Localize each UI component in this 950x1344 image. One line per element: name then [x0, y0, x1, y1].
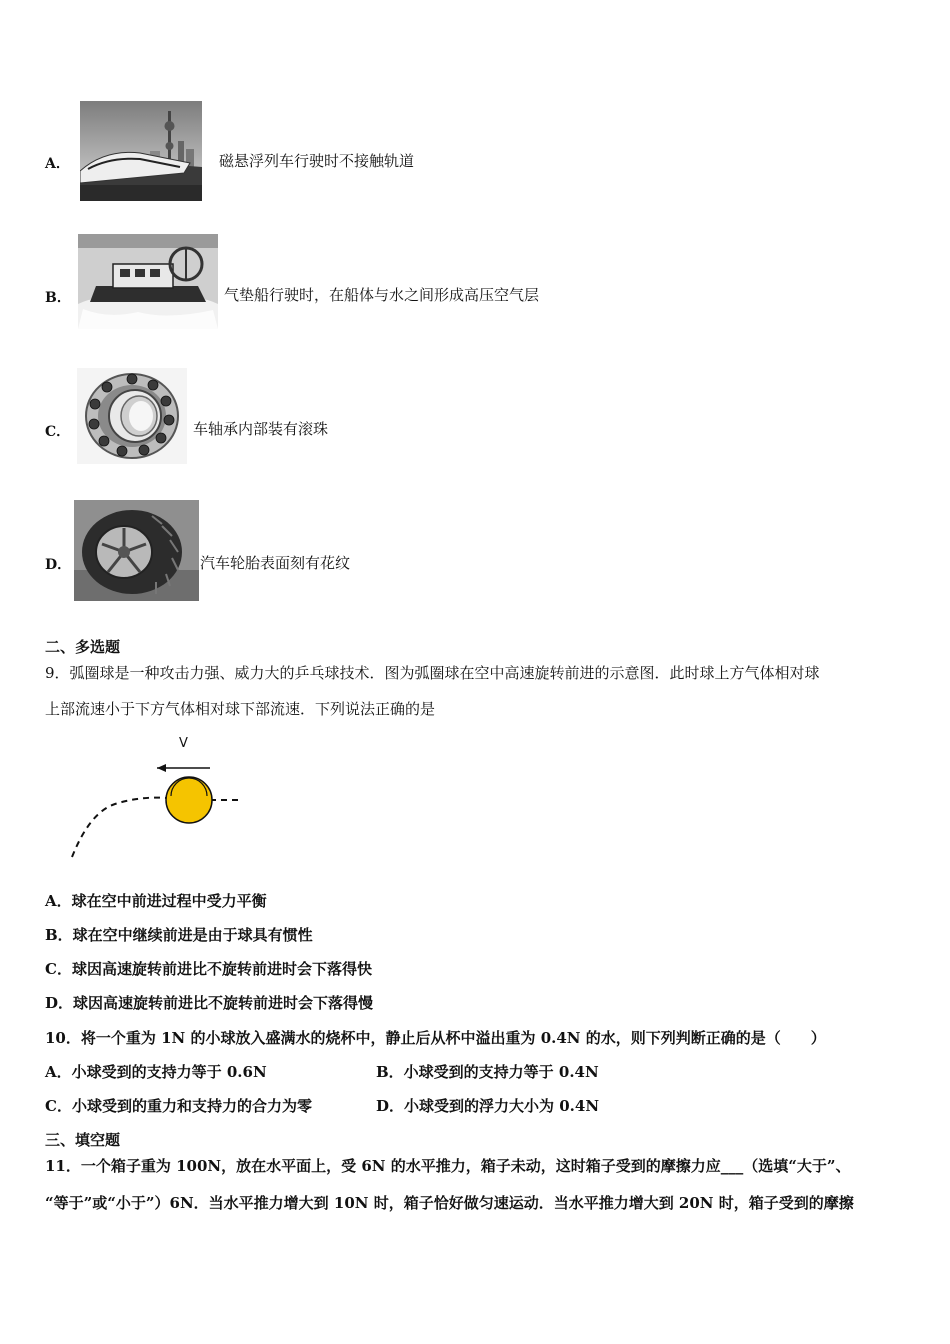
q10-option-c: C．小球受到的重力和支持力的合力为零: [45, 1097, 312, 1115]
q10-option-d: D．小球受到的浮力大小为 0.4N: [376, 1097, 600, 1115]
q9-option-c: C．球因高速旋转前进比不旋转前进时会下落得快: [45, 960, 372, 978]
option-d-letter: D．: [45, 557, 72, 573]
q9-option-a: A．球在空中前进过程中受力平衡: [45, 892, 267, 910]
tire-tread-image: [74, 500, 199, 601]
q9-stem-line1: 9．弧圈球是一种攻击力强、威力大的乒乓球技术．图为弧圈球在空中高速旋转前进的示意图．此时球上方气体相对球: [45, 664, 820, 682]
q10-option-b: B．小球受到的支持力等于 0.4N: [376, 1063, 599, 1081]
section-heading-multiple-choice: 二、多选题: [45, 638, 121, 656]
q11-line2: “等于”或“小于”）6N．当水平推力增大到 10N 时，箱子恰好做匀速运动．当水平推力增大到 20N 时，箱子受到的摩擦: [45, 1194, 854, 1212]
hovercraft-image: [78, 234, 218, 329]
q9-stem-line2: 上部流速小于下方气体相对球下部流速．下列说法正确的是: [45, 700, 436, 718]
q11-line1: 11．一个箱子重为 100N，放在水平面上，受 6N 的水平推力，箱子未动，这时箱子受到的摩擦力应___（选填“大于”、: [45, 1157, 851, 1175]
option-c-letter: C．: [45, 424, 71, 440]
q10-stem: 10．将一个重为 1N 的小球放入盛满水的烧杯中，静止后从杯中溢出重为 0.4N 的水，则下列判断正确的是（ ）: [45, 1029, 826, 1047]
q9-option-d: D．球因高速旋转前进比不旋转前进时会下落得慢: [45, 994, 374, 1012]
section-heading-fill-in: 三、填空题: [45, 1131, 121, 1149]
ball-bearing-image: [77, 368, 187, 464]
spinning-ball-diagram: [60, 732, 260, 867]
velocity-label: V: [179, 736, 188, 751]
option-a-text: 磁悬浮列车行驶时不接触轨道: [219, 152, 415, 170]
option-d-text: 汽车轮胎表面刻有花纹: [200, 554, 351, 572]
option-b-text: 气垫船行驶时，在船体与水之间形成高压空气层: [224, 286, 540, 304]
option-b-letter: B．: [45, 290, 71, 306]
option-c-text: 车轴承内部装有滚珠: [193, 420, 329, 438]
option-a-letter: A．: [45, 156, 70, 172]
q10-option-a: A．小球受到的支持力等于 0.6N: [45, 1063, 267, 1081]
q9-option-b: B．球在空中继续前进是由于球具有惯性: [45, 926, 313, 944]
maglev-train-image: [80, 101, 202, 201]
